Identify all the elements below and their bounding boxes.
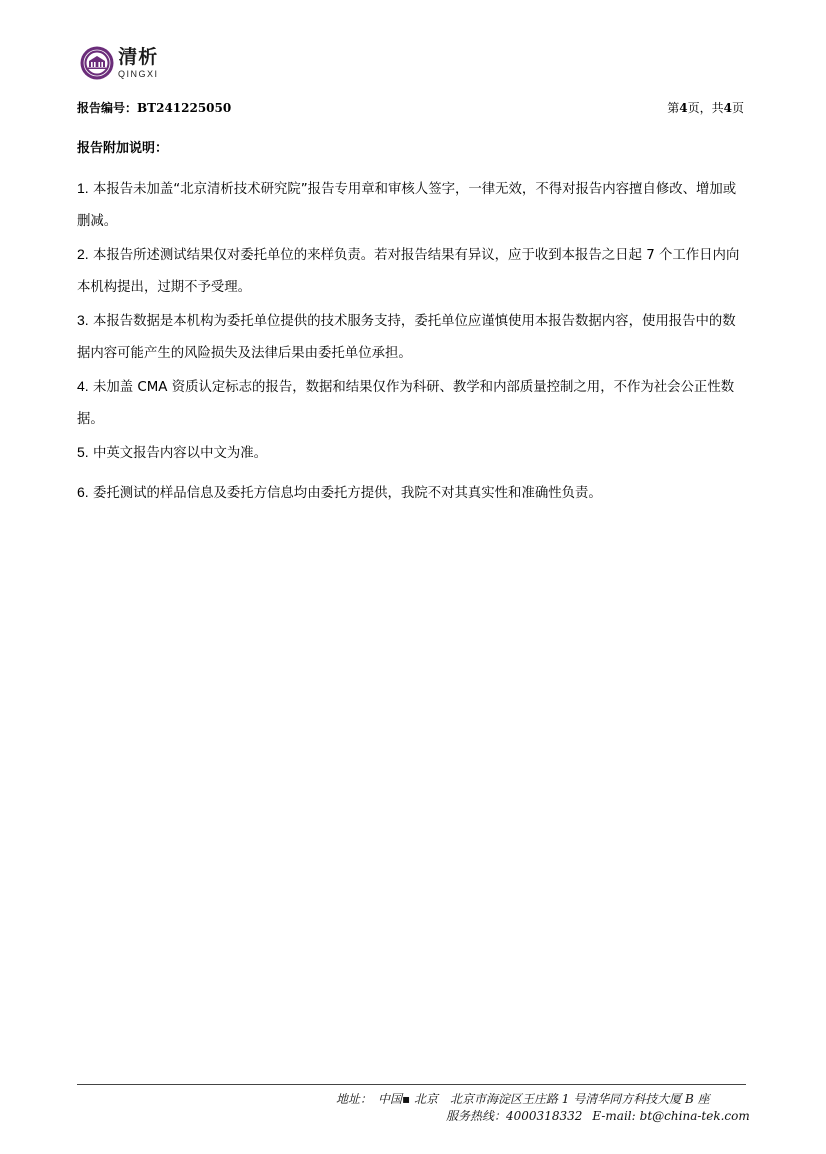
note-number: 2. (77, 246, 89, 262)
note-number: 5. (77, 444, 89, 460)
page-indicator (667, 99, 744, 116)
address-country: 中国▪ 北京 (378, 1092, 438, 1106)
note-item (77, 172, 745, 238)
note-text: 未加盖 CMA 资质认定标志的报告，数据和结果仅作为科研、教学和内部质量控制之用，不作为社会公正性数据。 (77, 380, 735, 427)
note-item (77, 476, 745, 510)
report-number-value: BT241225050 (137, 101, 232, 115)
footer-contact-line (336, 1108, 750, 1125)
university-seal-icon (80, 46, 114, 80)
note-text: 委托测试的样品信息及委托方信息均由委托方提供，我院不对其真实性和准确性负责。 (92, 486, 602, 501)
page-total: 4 (723, 101, 732, 115)
report-header (77, 99, 744, 116)
brand-name-cn: 清析 (118, 45, 159, 68)
page-current: 4 (679, 101, 688, 115)
page-suffix: 页 (731, 101, 744, 115)
note-text: 中英文报告内容以中文为准。 (92, 446, 268, 461)
note-text: 本报告未加盖“北京清析技术研究院”报告专用章和审核人签字，一律无效，不得对报告内容擅自修改、增加或删减。 (77, 182, 737, 229)
note-number: 1. (77, 180, 89, 196)
address-label: 地址： (336, 1092, 373, 1106)
company-logo (80, 46, 159, 80)
note-number: 6. (77, 484, 89, 500)
report-number-label: 报告编号： (77, 101, 138, 115)
note-item (77, 238, 745, 304)
note-number: 4. (77, 378, 89, 394)
note-text: 本报告所述测试结果仅对委托单位的来样负责。若对报告结果有异议，应于收到本报告之日起 7 个工作日内向本机构提出，过期不予受理。 (77, 248, 740, 295)
footer-address-line (336, 1091, 750, 1108)
email-label: E-mail: (592, 1109, 636, 1123)
report-number (77, 99, 231, 116)
hotline-label: 服务热线： (446, 1109, 507, 1123)
page-mid: 页，共 (687, 101, 724, 115)
notes-list (77, 172, 745, 510)
address-text: 北京市海淀区王庄路 1 号清华同方科技大厦 B 座 (449, 1092, 710, 1106)
note-number: 3. (77, 312, 89, 328)
section-title: 报告附加说明： (77, 141, 169, 156)
email-link[interactable]: bt@china-tek.com (639, 1109, 750, 1123)
note-item (77, 370, 745, 436)
note-item (77, 304, 745, 370)
footer (336, 1091, 750, 1125)
footer-divider (77, 1084, 746, 1085)
page-prefix: 第 (667, 101, 680, 115)
brand-name-en: QINGXI (118, 68, 159, 79)
note-item (77, 436, 745, 470)
note-text: 本报告数据是本机构为委托单位提供的技术服务支持，委托单位应谨慎使用本报告数据内容，使用报告中的数据内容可能产生的风险损失及法律后果由委托单位承担。 (77, 314, 736, 361)
hotline-number: 4000318332 (506, 1109, 583, 1123)
